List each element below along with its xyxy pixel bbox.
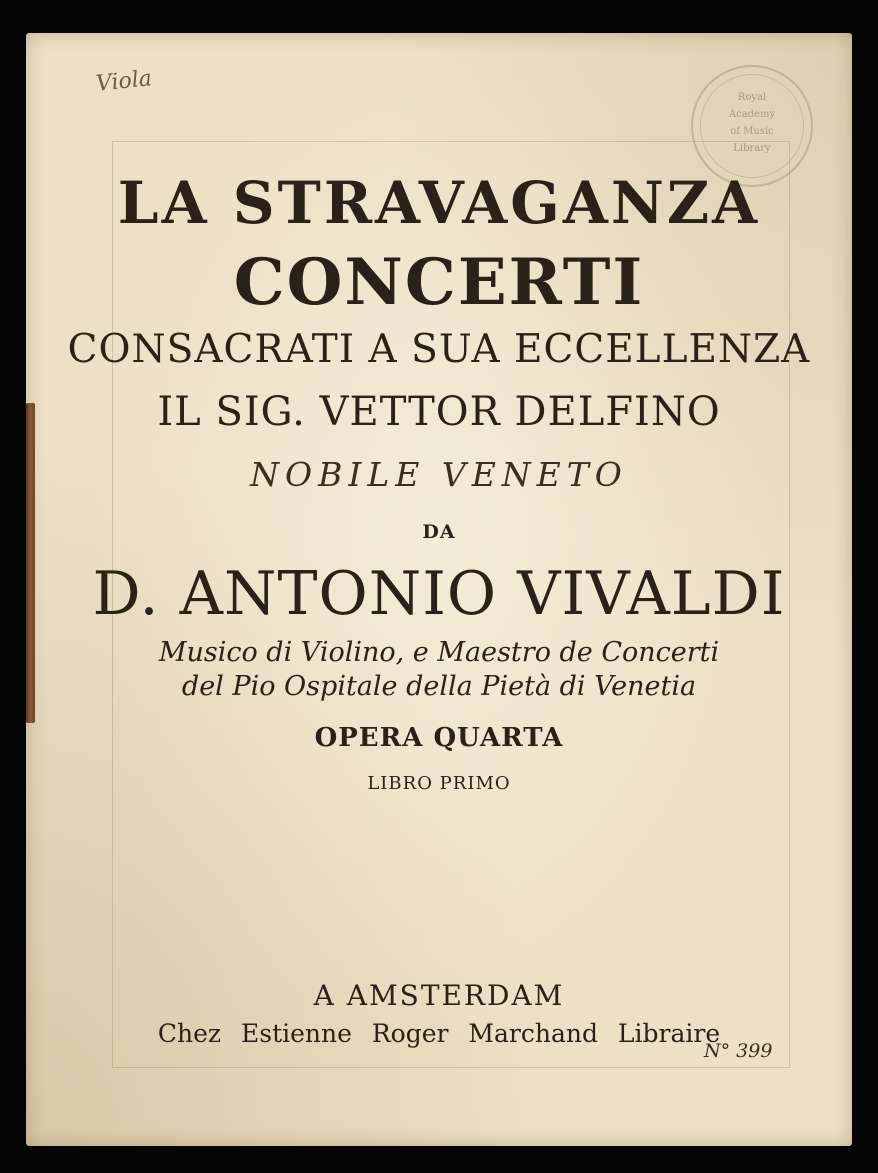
stamp-line: Academy [728, 109, 776, 120]
composer-role-2: del Pio Ospitale della Pietà di Venetia [181, 671, 697, 702]
stamp-line: of Music [730, 126, 774, 137]
title-line-1: LA STRAVAGANZA [117, 169, 761, 237]
library-stamp-text [693, 89, 811, 157]
book-number: LIBRO PRIMO [367, 773, 511, 794]
dedication-line-2: IL SIG. VETTOR DELFINO [157, 389, 721, 435]
composer-role-1: Musico di Violino, e Maestro de Concerti [158, 637, 720, 668]
by-label: DA [422, 521, 456, 543]
title-line-2: CONCERTI [233, 245, 645, 320]
stamp-line: Royal [737, 92, 767, 103]
imprint-publisher: Chez Estienne Roger Marchand Libraire [157, 1019, 721, 1048]
title-page [26, 33, 852, 1146]
margin-note: Viola [94, 66, 154, 97]
opus-number: OPERA QUARTA [314, 723, 564, 753]
composer-name: D. ANTONIO VIVALDI [92, 559, 786, 629]
dedication-line-3: NOBILE VENETO [250, 455, 628, 494]
dedication-line-1: CONSACRATI A SUA ECCELLENZA [67, 327, 811, 372]
catalog-number: N° 399 [704, 1040, 773, 1062]
stamp-line: Library [733, 143, 771, 154]
imprint-place: A AMSTERDAM [313, 979, 565, 1012]
